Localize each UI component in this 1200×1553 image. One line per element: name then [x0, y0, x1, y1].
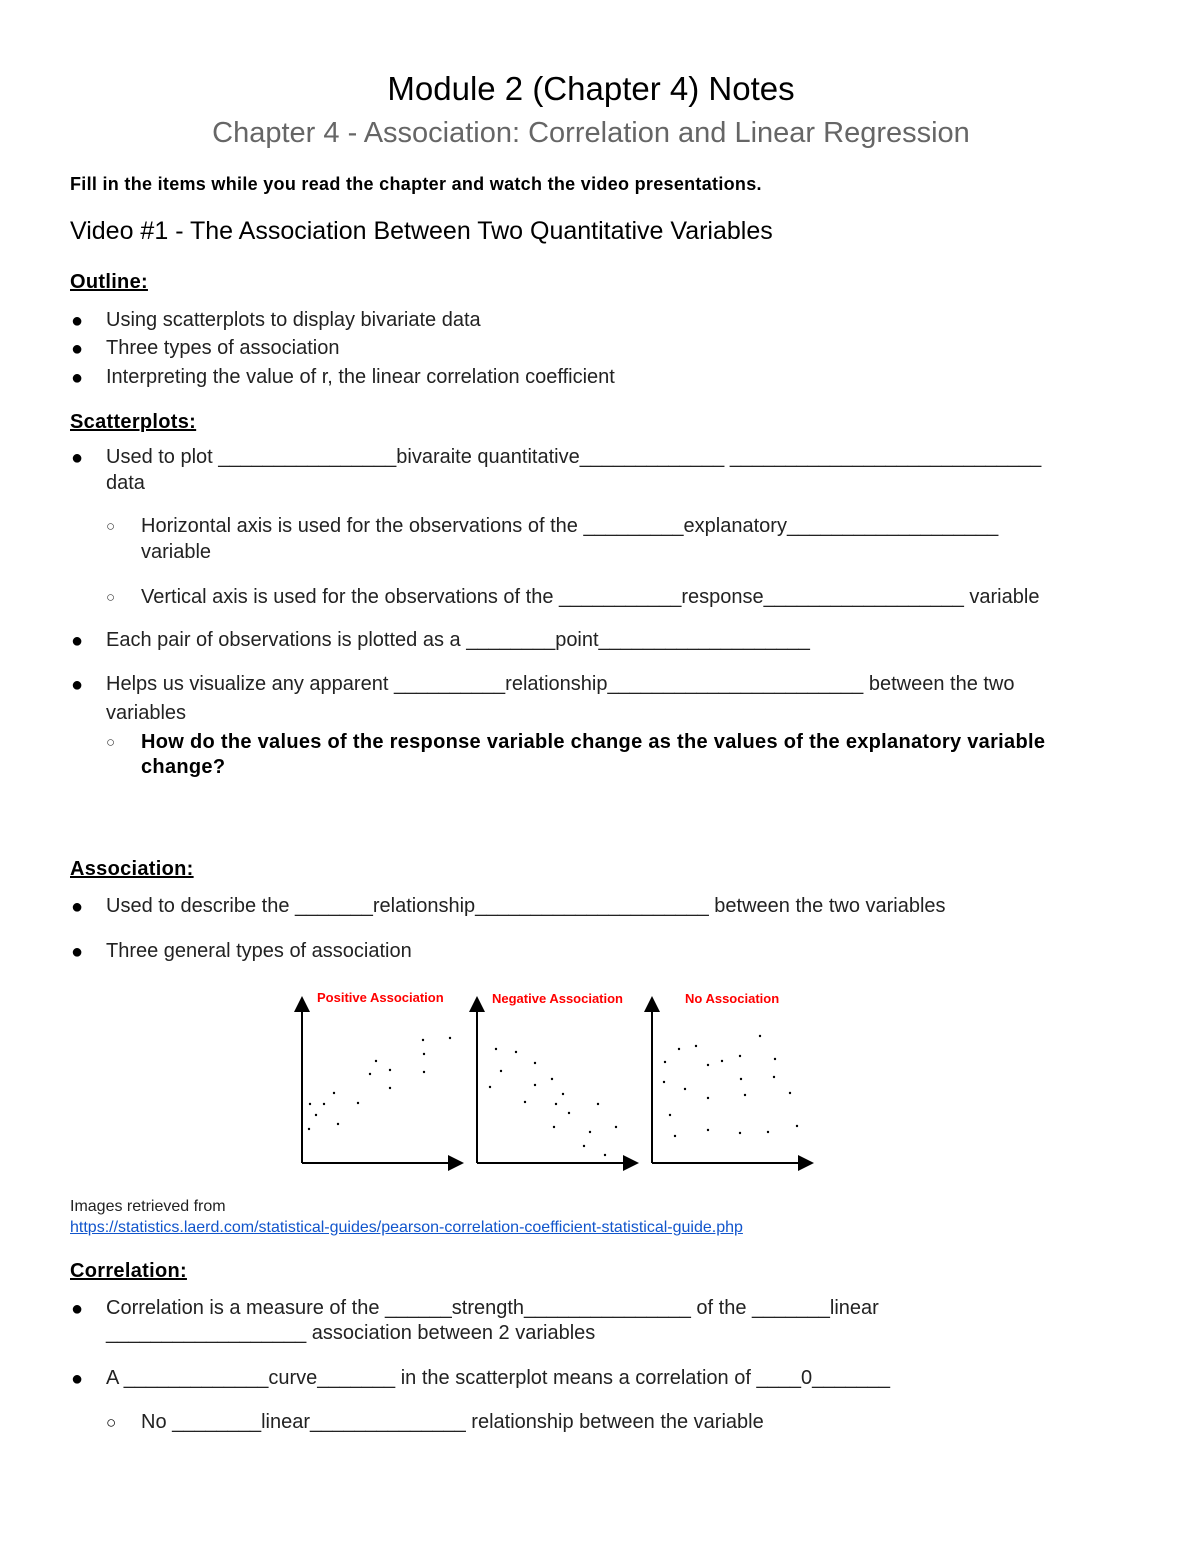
sub-bullet-icon: ○	[106, 589, 116, 606]
key-question: How do the values of the response variable change as the values of the explanatory variable	[141, 731, 1046, 753]
scatterplots-sub-2: Vertical axis is used for the observations of the ___________response__________________ variable	[141, 586, 1040, 608]
sub-bullet-icon: ○	[106, 734, 116, 751]
image-credit: Images retrieved from	[70, 1198, 226, 1215]
bullet-icon: ●	[71, 630, 84, 652]
page-title: Module 2 (Chapter 4) Notes	[387, 70, 795, 107]
sub-bullet-icon: ○	[106, 518, 116, 535]
plot-title-negative: Negative Association	[492, 991, 624, 1006]
bullet-icon: ●	[71, 338, 84, 360]
bullet-icon: ●	[71, 674, 84, 696]
correlation-item-2: A _____________curve_______ in the scatterplot means a correlation of ____0_______	[106, 1367, 890, 1389]
key-question-cont: change?	[141, 756, 226, 778]
outline-item: Using scatterplots to display bivariate data	[106, 309, 481, 331]
scatterplots-heading: Scatterplots:	[70, 411, 197, 433]
association-item-1: Used to describe the _______relationship_____________________ between the two variables	[106, 895, 946, 917]
correlation-heading: Correlation:	[70, 1260, 187, 1282]
scatterplots-item-2: Each pair of observations is plotted as a ________point___________________	[106, 629, 810, 651]
negative-association-plot	[477, 991, 637, 1163]
outline-item: Three types of association	[106, 337, 340, 359]
bullet-icon: ●	[71, 1298, 84, 1320]
correlation-sub-1: No ________linear______________ relationship between the variable	[141, 1411, 764, 1433]
positive-association-plot	[302, 990, 462, 1163]
scatterplots-sub-1: Horizontal axis is used for the observations of the _________explanatory___________________	[141, 515, 999, 537]
bullet-icon: ●	[71, 367, 84, 389]
plot-title-none: No Association	[685, 991, 780, 1006]
bullet-icon: ●	[71, 941, 84, 963]
bullet-icon: ●	[71, 896, 84, 918]
correlation-item-1: Correlation is a measure of the ______strength_______________ of the _______linear	[106, 1297, 879, 1319]
scatterplots-item-1: Used to plot ________________bivaraite quantitative_____________ ____________________________	[106, 446, 1042, 468]
outline-item: Interpreting the value of r, the linear correlation coefficient	[106, 366, 615, 388]
sub-bullet-icon: ○	[106, 1413, 117, 1432]
association-figure	[290, 984, 820, 1174]
video1-heading: Video #1 - The Association Between Two Quantitative Variables	[70, 217, 773, 245]
scatterplots-item-1-cont: data	[106, 472, 145, 494]
scatterplots-item-3-cont: variables	[106, 702, 187, 724]
instructions: Fill in the items while you read the chapter and watch the video presentations.	[70, 174, 762, 194]
scatterplots-sub-1-cont: variable	[141, 541, 212, 563]
bullet-icon: ●	[71, 447, 84, 469]
no-association-plot	[652, 991, 812, 1163]
plot-title-positive: Positive Association	[317, 990, 444, 1005]
outline-heading: Outline:	[70, 271, 148, 293]
scatterplots-item-3: Helps us visualize any apparent __________relationship_______________________ between the two	[106, 673, 1015, 695]
page-subtitle: Chapter 4 - Association: Correlation and Linear Regression	[212, 117, 970, 149]
bullet-icon: ●	[71, 310, 84, 332]
source-link[interactable]: https://statistics.laerd.com/statistical-guides/pearson-correlation-coefficient-statistical-guide.php	[70, 1219, 743, 1236]
correlation-item-1-cont: __________________ association between 2 variables	[106, 1322, 596, 1344]
bullet-icon: ●	[71, 1368, 84, 1390]
association-heading: Association:	[70, 858, 194, 880]
association-item-2: Three general types of association	[106, 940, 412, 962]
